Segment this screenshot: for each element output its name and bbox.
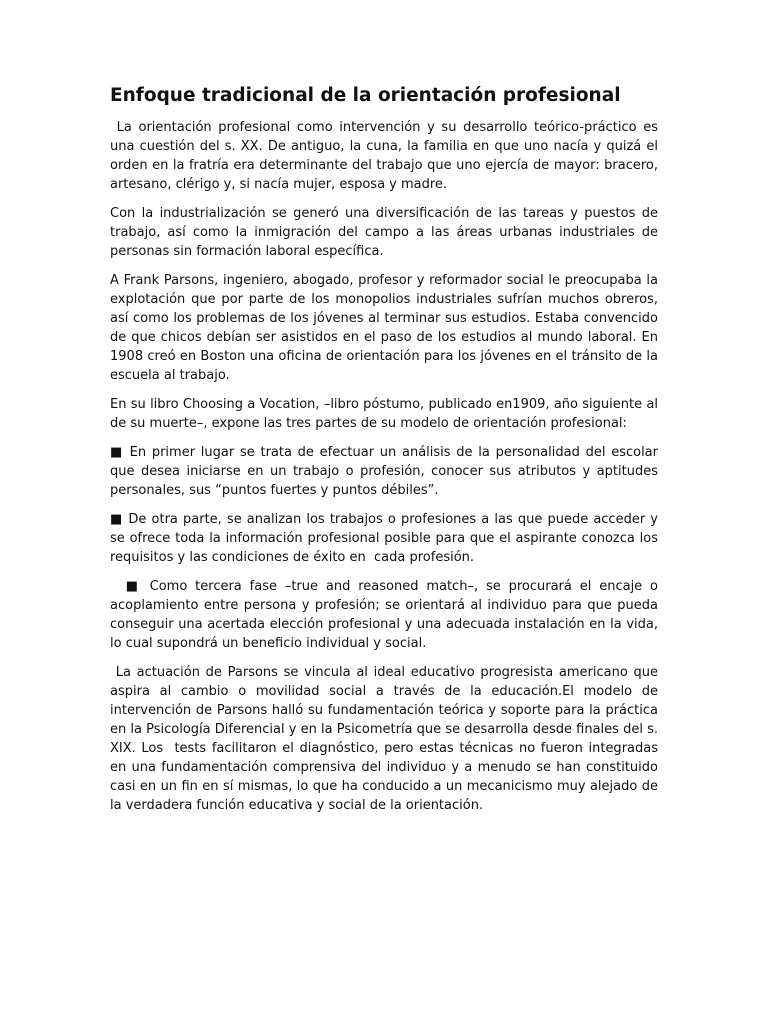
document-title: Enfoque tradicional de la orientación profesional: [110, 85, 621, 106]
paragraph-intro: La orientación profesional como intervención y su desarrollo teórico-práctico es una cuestión del s. XX. De antiguo, la cuna, la familia en que uno nacía y quizá el orden en la fratría era determinante del trabajo que uno ejercía de mayor: bracero, artesano, clérigo y, si nacía mujer, esposa y madre.: [110, 120, 663, 192]
bullet-paragraph-second: ■ De otra parte, se analizan los trabajos o profesiones a las que puede acceder y se ofrece toda la información profesional posible para que el aspirante conozca los requisitos y las condiciones de éxito en cada profesión.: [110, 512, 663, 565]
paragraph-parsons-legacy: La actuación de Parsons se vincula al ideal educativo progresista americano que aspira al cambio o movilidad social a través de la educación.El modelo de intervención de Parsons halló su fundamentación teórica y soporte para la práctica en la Psicología Diferencial y en la Psicometría que se desarrolla desde finales del s. XIX. Los tests facilitaron el diagnóstico, pero estas técnicas no fueron integradas en una fundamentación comprensiva del individuo y a menudo se han constituido casi en un fin en sí mismas, lo que ha conducido a un mecanicismo muy alejado de la verdadera función educativa y social de la orientación.: [110, 665, 663, 813]
paragraph-frank-parsons: A Frank Parsons, ingeniero, abogado, profesor y reformador social le preocupaba la explotación que por parte de los monopolios industriales sufrían muchos obreros, así como los problemas de los jóvenes al terminar sus estudios. Estaba convencido de que chicos debían ser asistidos en el paso de los estudios al mundo laboral. En 1908 creó en Boston una oficina de orientación para los jóvenes en el tránsito de la escuela al trabajo.: [110, 273, 663, 383]
paragraph-industrialization: Con la industrialización se generó una diversificación de las tareas y puestos de trabajo, así como la inmigración del campo a las áreas urbanas industriales de personas sin formación laboral específica.: [110, 206, 663, 259]
document-page: [110, 84, 663, 825]
bullet-paragraph-third: ■ Como tercera fase –true and reasoned match–, se procurará el encaje o acoplamiento entre persona y profesión; se orientará al individuo para que pueda conseguir una acertada elección profesional y una adecuada instalación en la vida, lo cual supondrá un beneficio individual y social.: [110, 579, 663, 651]
paragraph-choosing-a-vocation: En su libro Choosing a Vocation, –libro póstumo, publicado en1909, año siguiente al de su muerte–, expone las tres partes de su modelo de orientación profesional:: [110, 397, 663, 431]
bullet-paragraph-first: ■ En primer lugar se trata de efectuar un análisis de la personalidad del escolar que desea iniciarse en un trabajo o profesión, conocer sus atributos y aptitudes personales, sus “puntos fuertes y puntos débiles”.: [110, 445, 663, 498]
